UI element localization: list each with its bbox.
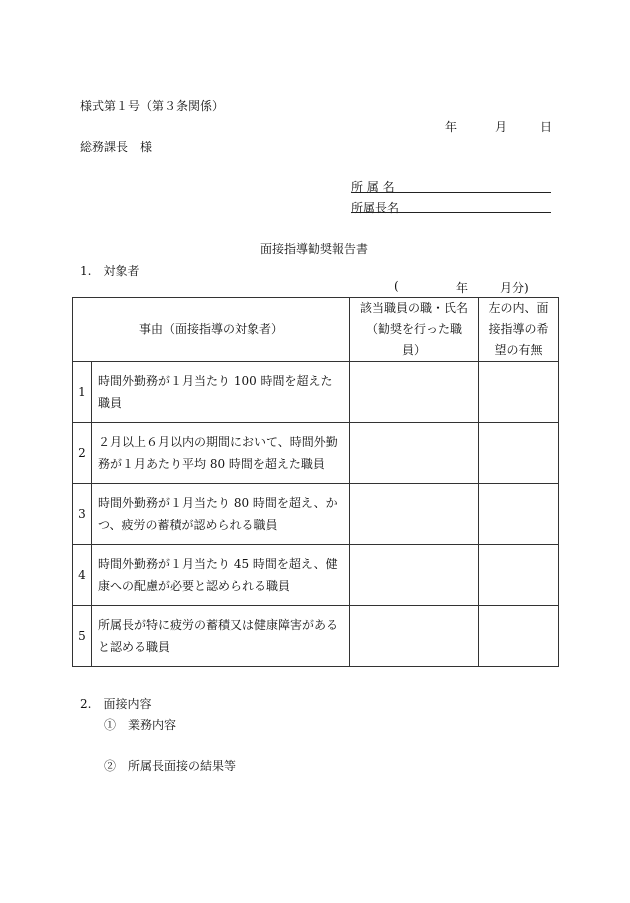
period-month-label: 月分) <box>500 281 529 295</box>
staff-cell[interactable] <box>350 606 479 667</box>
staff-cell[interactable] <box>350 423 479 484</box>
affiliation-underline <box>351 192 551 193</box>
period-year-label: 年 <box>456 281 469 295</box>
table-row <box>73 606 559 667</box>
wish-cell[interactable] <box>479 606 559 667</box>
affiliation-label: 所 属 名 <box>351 180 395 194</box>
section1-heading: 1. 対象者 <box>80 264 140 278</box>
document-title: 面接指導勧奨報告書 <box>260 242 369 256</box>
period-open-paren: ( <box>394 279 399 293</box>
table-row <box>73 484 559 545</box>
staff-cell[interactable] <box>350 545 479 606</box>
row-number: 4 <box>73 545 92 606</box>
date-day-label: 日 <box>540 120 553 134</box>
header-reason: 事由（面接指導の対象者） <box>73 298 350 362</box>
wish-cell[interactable] <box>479 484 559 545</box>
section2-heading: 2. 面接内容 <box>80 697 152 711</box>
wish-cell[interactable] <box>479 423 559 484</box>
table-row <box>73 423 559 484</box>
table-row <box>73 362 559 423</box>
head-underline <box>351 212 551 213</box>
wish-cell[interactable] <box>479 545 559 606</box>
addressee: 総務課長 様 <box>80 140 153 154</box>
form-number: 様式第１号（第３条関係） <box>80 99 225 113</box>
section2-item-business: ① 業務内容 <box>104 718 177 732</box>
head-label: 所属長名 <box>351 201 400 215</box>
date-year-label: 年 <box>445 120 458 134</box>
row-reason: 所属長が特に疲労の蓄積又は健康障害があると認める職員 <box>92 606 350 667</box>
table-header-row <box>73 298 559 362</box>
row-number: 5 <box>73 606 92 667</box>
row-number: 2 <box>73 423 92 484</box>
staff-cell[interactable] <box>350 484 479 545</box>
section2-item-interview-result: ② 所属長面接の結果等 <box>104 759 237 773</box>
table-row <box>73 545 559 606</box>
staff-cell[interactable] <box>350 362 479 423</box>
header-staff: 該当職員の職・氏名（勧奨を行った職員） <box>350 298 479 362</box>
target-table <box>72 297 559 667</box>
wish-cell[interactable] <box>479 362 559 423</box>
row-reason: 時間外勤務が１月当たり 80 時間を超え、かつ、疲労の蓄積が認められる職員 <box>92 484 350 545</box>
row-reason: ２月以上６月以内の期間において、時間外勤務が１月あたり平均 80 時間を超えた職員 <box>92 423 350 484</box>
row-reason: 時間外勤務が１月当たり 45 時間を超え、健康への配慮が必要と認められる職員 <box>92 545 350 606</box>
row-reason: 時間外勤務が１月当たり 100 時間を超えた職員 <box>92 362 350 423</box>
date-month-label: 月 <box>495 120 508 134</box>
header-wish: 左の内、面接指導の希望の有無 <box>479 298 559 362</box>
row-number: 3 <box>73 484 92 545</box>
row-number: 1 <box>73 362 92 423</box>
